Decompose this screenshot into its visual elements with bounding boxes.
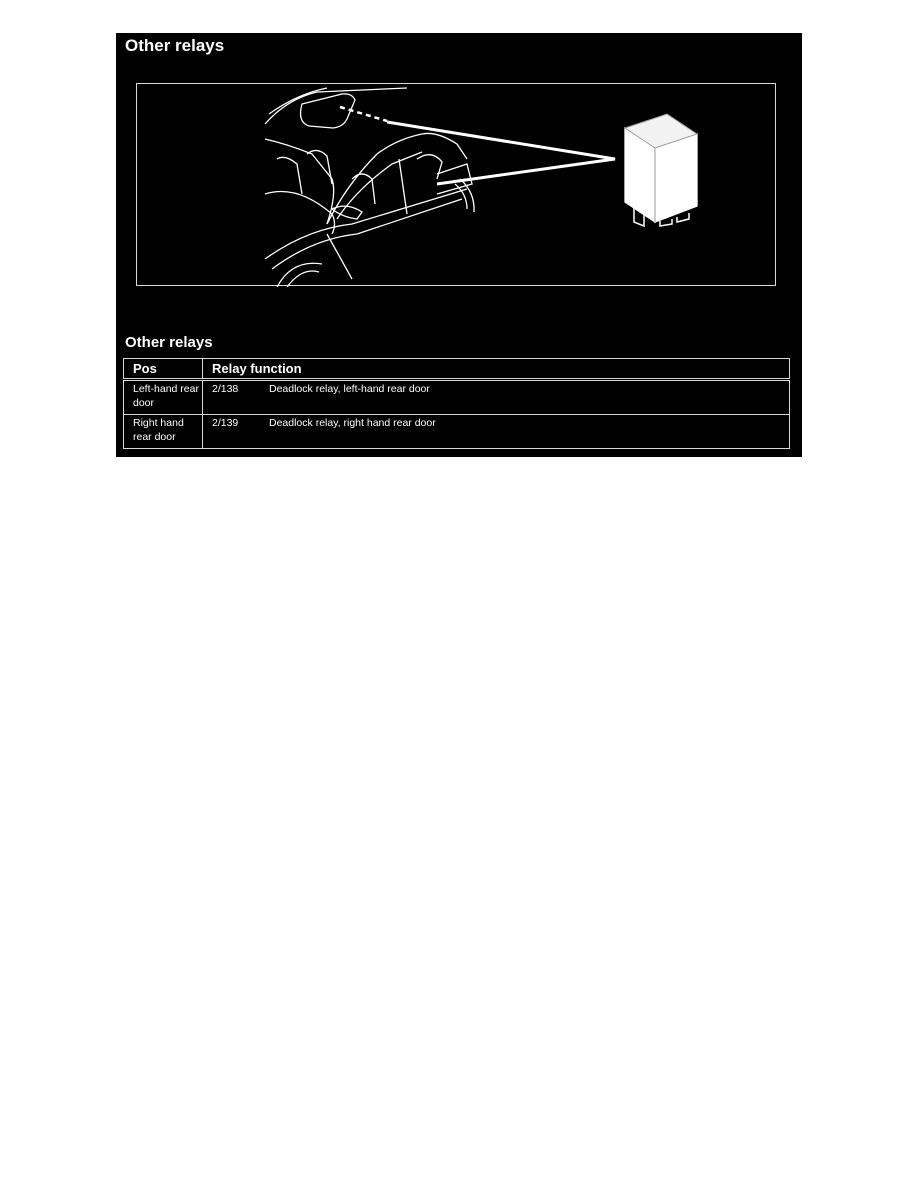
relay-code: 2/139 — [212, 417, 239, 429]
header-pos: Pos — [124, 359, 203, 380]
relay-code: 2/138 — [212, 383, 239, 395]
table-row — [124, 380, 790, 415]
relay-component-icon — [625, 114, 697, 226]
relay-description: Deadlock relay, right hand rear door — [269, 417, 436, 429]
relay-description: Deadlock relay, left-hand rear door — [269, 383, 430, 395]
section-title: Other relays — [125, 334, 213, 351]
relay-table — [123, 358, 790, 449]
cell-pos: Left-hand rear door — [124, 380, 203, 415]
cell-relay-function — [203, 415, 790, 449]
relay-location-diagram — [136, 83, 776, 286]
page-title: Other relays — [125, 36, 225, 55]
cell-pos: Right hand rear door — [124, 415, 203, 449]
table-row — [124, 415, 790, 449]
cell-relay-function — [203, 380, 790, 415]
table-header-row — [124, 359, 790, 380]
car-illustration-icon — [137, 84, 777, 287]
header-relay-function: Relay function — [203, 359, 790, 380]
document-panel — [116, 33, 802, 457]
